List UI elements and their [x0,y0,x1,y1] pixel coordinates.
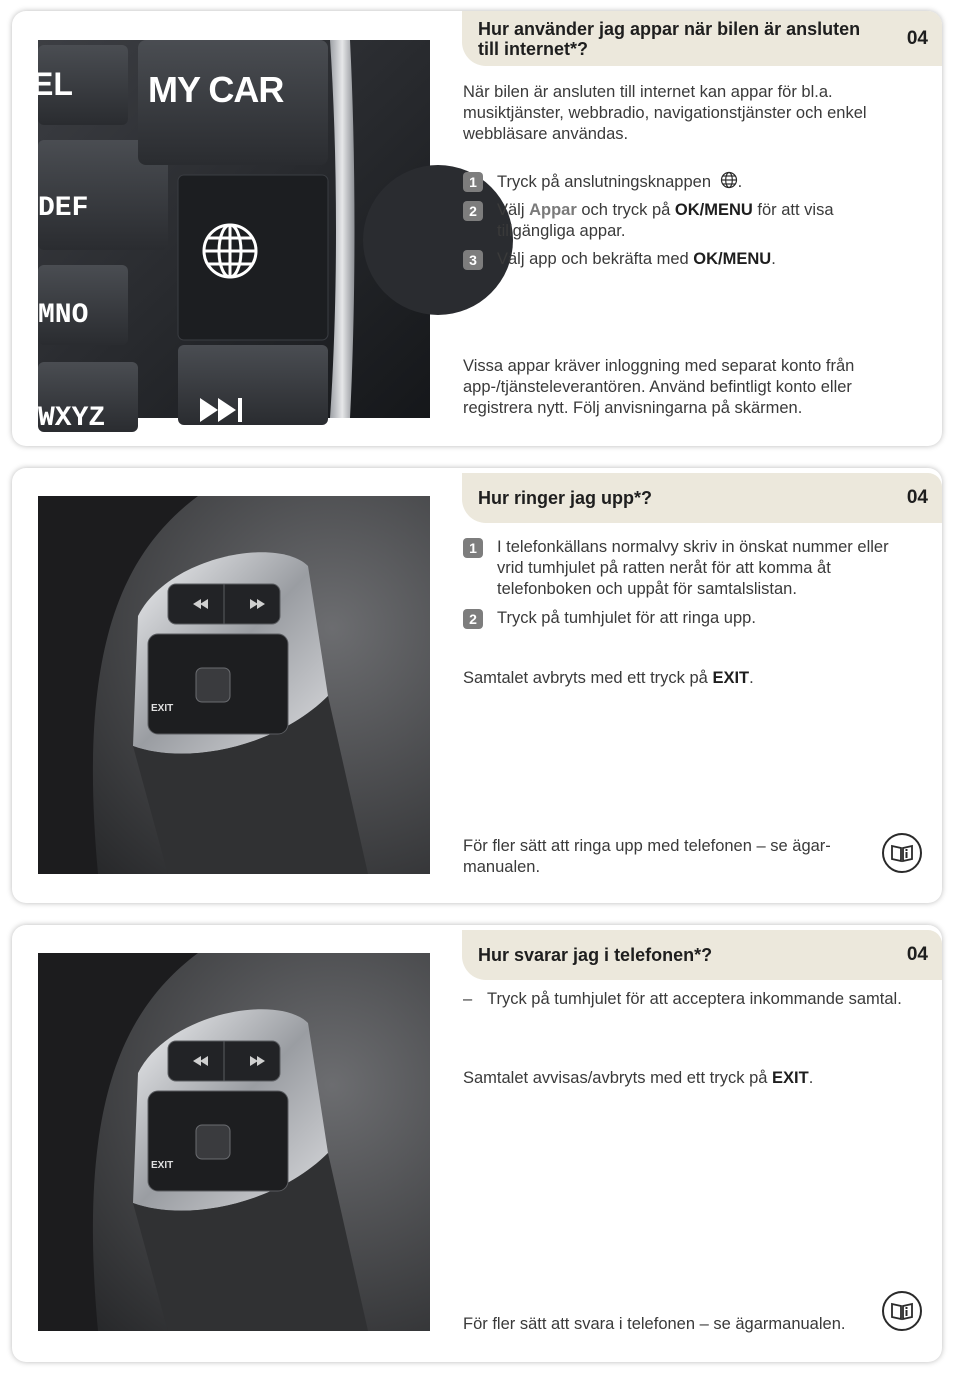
my-car-label: MY CAR [148,69,284,110]
exit-label: EXIT [712,669,750,687]
section-header [462,930,942,980]
section-title: Hur ringer jag upp*? [478,488,653,508]
note-text: Vissa appar kräver inloggning med separat konto från app-/tjänsteleverantören. Använd befintligt konto eller registrera nytt. Följ anvisningarna på skärmen. [463,357,855,417]
ok-menu-label: OK/MENU [674,201,753,219]
step-number: 1 [463,538,483,558]
section-title: Hur använder jag appar när bilen är ansluten till internet*? [478,18,861,59]
manual-icon [882,833,922,873]
step-number: 1 [463,172,483,192]
globe-icon [720,171,738,189]
section-answer: EXIT Hur svarar jag i telefonen*? 04 – Tryck på tumhjulet för att acceptera inkommande samtal. Samtalet avvisas/avbryts med ett tryck på EXIT. För fler sätt att svara i telefonen – se ägarmanualen. [12,925,942,1362]
section-apps: MY CAR EL DEF MNO WXYZ Hur använder jag appar när bilen är ansluten till internet*? 04 När bilen är ansluten till internet kan appar för bl.a. musiktjänster, webbradio, navigationstjänster och enkel webbläsare användas. 1 Tryck på anslutningsknappen . 2 Välj Appar och tryck på OK/MENU för att visa tillgängliga appar. 3 Välj app och bekräfta med OK/MENU. Vissa appar kräver inloggning med separat konto från app-/tjänsteleverantören. Använd befintligt konto eller registrera nytt. Följ anvisningarna på skärmen. [12,11,942,446]
chapter-number: 04 [906,944,928,965]
end-call-text: Samtalet avvisas/avbryts med ett tryck på EXIT. [463,1069,814,1087]
step-number: 3 [463,250,483,270]
more-info-text: För fler sätt att ringa upp med telefonen – se ägar-manualen. [463,837,831,876]
svg-text:EXIT: EXIT [151,703,174,714]
end-call-text: Samtalet avbryts med ett tryck på EXIT. [463,669,754,687]
chapter-number: 04 [906,487,928,508]
svg-text:EL: EL [32,66,73,102]
svg-text:EXIT: EXIT [151,1160,174,1171]
steering-wheel-photo [38,496,430,874]
appar-label: Appar [529,201,577,219]
console-photo [32,40,430,434]
svg-text:MNO: MNO [38,300,89,331]
section-header [462,473,942,523]
section-header [462,11,942,66]
svg-text:WXYZ: WXYZ [38,403,106,434]
section-call: EXIT Hur ringer jag upp*? 04 1 I telefonkällans normalvy skriv in önskat nummer eller vrid tumhjulet på ratten neråt för att komma åt telefonboken och uppåt för samtalslistan. 2 Tryck på tumhjulet för att ringa upp. Samtalet avbryts med ett tryck på EXIT. För fler sätt att ringa upp med telefonen – se ägar-manualen. [12,468,942,903]
step-number: 2 [463,201,483,221]
chapter-number: 04 [906,27,928,49]
steering-wheel-photo [38,953,430,1331]
more-info-text: För fler sätt att svara i telefonen – se ägarmanualen. [463,1315,846,1333]
ok-menu-label: OK/MENU [693,250,772,268]
exit-label: EXIT [772,1069,809,1087]
manual-icon [882,1291,922,1331]
svg-text:DEF: DEF [38,193,89,224]
intro-text: När bilen är ansluten till internet kan appar för bl.a. musiktjänster, webbradio, navigationstjänster och enkel webbläsare användas. [463,83,867,143]
globe-button-icon [204,225,256,277]
section-title: Hur svarar jag i telefonen*? [478,945,713,965]
step-number: 2 [463,609,483,629]
